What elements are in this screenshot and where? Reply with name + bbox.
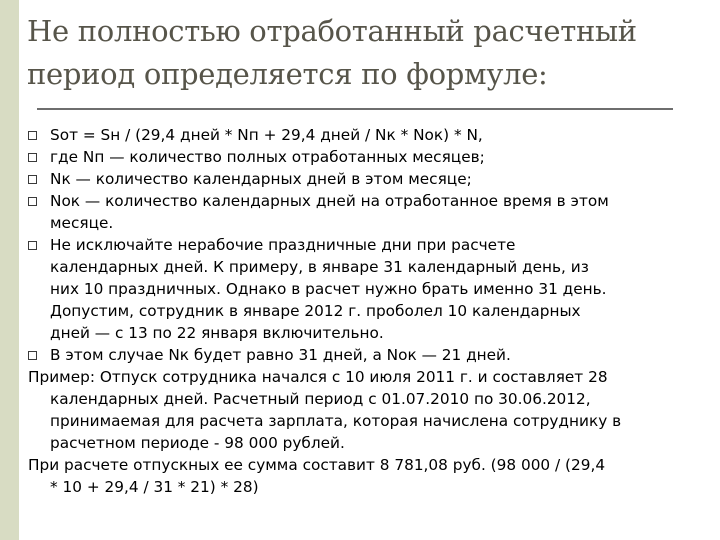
bullet-line: дней — с 13 по 22 января включительно. — [50, 324, 384, 342]
square-bullet-icon — [28, 131, 37, 140]
paragraph-line: расчетном периоде - 98 000 рублей. — [50, 434, 345, 452]
square-bullet-icon — [28, 351, 37, 360]
bullet-holidays-note — [28, 234, 716, 344]
bullet-formula — [28, 124, 716, 146]
bullet-line: где Nп — количество полных отработанных месяцев; — [50, 148, 485, 166]
bullet-line: Sот = Sн / (29,4 дней * Nп + 29,4 дней / Nк * Nок) * N, — [50, 126, 483, 144]
title-line-1: Не полностью отработанный расчетный — [27, 14, 637, 48]
example-paragraph — [28, 366, 716, 454]
bullet-line: Допустим, сотрудник в январе 2012 г. проболел 10 календарных — [50, 302, 581, 320]
bullet-line: В этом случае Nк будет равно 31 дней, а Nок — 21 дней. — [50, 346, 511, 364]
bullet-line: них 10 праздничных. Однако в расчет нужно брать именно 31 день. — [50, 280, 607, 298]
bullet-line: Nок — количество календарных дней на отработанное время в этом — [50, 192, 609, 210]
bullet-np-definition — [28, 146, 716, 168]
bullet-case-result — [28, 344, 716, 366]
square-bullet-icon — [28, 153, 37, 162]
bullet-nok-definition — [28, 190, 716, 234]
bullet-nk-definition — [28, 168, 716, 190]
square-bullet-icon — [28, 197, 37, 206]
slide-title — [27, 10, 707, 96]
paragraph-line: Пример: Отпуск сотрудника начался с 10 июля 2011 г. и составляет 28 — [28, 368, 608, 386]
slide-body — [28, 124, 716, 498]
bullet-line: месяце. — [50, 214, 114, 232]
paragraph-line: принимаемая для расчета зарплата, которая начислена сотруднику в — [50, 412, 622, 430]
title-divider — [37, 108, 673, 110]
square-bullet-icon — [28, 175, 37, 184]
title-line-2: период определяется по формуле: — [27, 57, 548, 91]
paragraph-line: календарных дней. Расчетный период с 01.07.2010 по 30.06.2012, — [50, 390, 591, 408]
paragraph-line: При расчете отпускных ее сумма составит 8 781,08 руб. (98 000 / (29,4 — [28, 456, 606, 474]
bullet-line: Nк — количество календарных дней в этом месяце; — [50, 170, 472, 188]
bullet-line: Не исключайте нерабочие праздничные дни при расчете — [50, 236, 516, 254]
paragraph-line: * 10 + 29,4 / 31 * 21) * 28) — [50, 478, 259, 496]
left-accent-bar — [0, 0, 19, 540]
result-paragraph — [28, 454, 716, 498]
bullet-line: календарных дней. К примеру, в январе 31 календарный день, из — [50, 258, 589, 276]
square-bullet-icon — [28, 241, 37, 250]
